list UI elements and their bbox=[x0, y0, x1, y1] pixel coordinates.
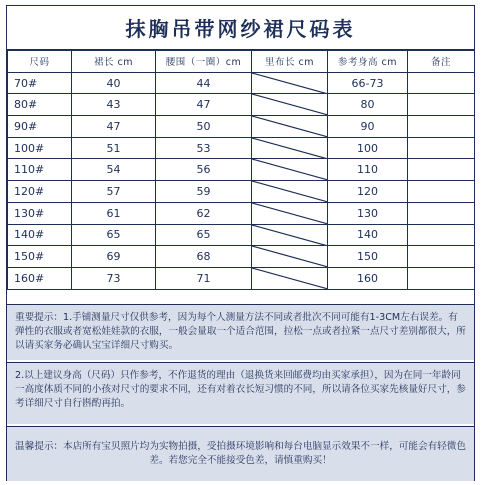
cell-waist: 59 bbox=[156, 181, 252, 203]
cell-waist: 62 bbox=[156, 202, 252, 224]
cell-waist: 56 bbox=[156, 159, 252, 181]
header-length: 裙长 cm bbox=[72, 51, 156, 73]
header-waist: 腰围（一圈）cm bbox=[156, 51, 252, 73]
cell-size: 120# bbox=[8, 181, 72, 203]
cell-remark bbox=[408, 267, 475, 289]
cell-remark bbox=[408, 116, 475, 138]
cell-height: 160 bbox=[328, 267, 408, 289]
cell-remark bbox=[408, 94, 475, 116]
table-row bbox=[8, 267, 475, 289]
cell-lining-empty bbox=[252, 202, 328, 224]
cell-size: 130# bbox=[8, 202, 72, 224]
cell-size: 110# bbox=[8, 159, 72, 181]
cell-remark bbox=[408, 224, 475, 246]
cell-height: 150 bbox=[328, 246, 408, 268]
cell-remark bbox=[408, 137, 475, 159]
table-row bbox=[8, 246, 475, 268]
cell-length: 47 bbox=[72, 116, 156, 138]
table-row bbox=[8, 202, 475, 224]
cell-lining-empty bbox=[252, 94, 328, 116]
cell-length: 40 bbox=[72, 72, 156, 94]
important-note bbox=[7, 304, 474, 360]
cell-length: 65 bbox=[72, 224, 156, 246]
cell-height: 120 bbox=[328, 181, 408, 203]
cell-waist: 44 bbox=[156, 72, 252, 94]
table-row bbox=[8, 137, 475, 159]
table-row bbox=[8, 116, 475, 138]
header-remark: 备注 bbox=[408, 51, 475, 73]
cell-lining-empty bbox=[252, 181, 328, 203]
cell-remark bbox=[408, 181, 475, 203]
cell-height: 100 bbox=[328, 137, 408, 159]
cell-waist: 47 bbox=[156, 94, 252, 116]
cell-size: 90# bbox=[8, 116, 72, 138]
cell-length: 73 bbox=[72, 267, 156, 289]
table-row bbox=[8, 224, 475, 246]
cell-size: 160# bbox=[8, 267, 72, 289]
header-height: 参考身高 cm bbox=[328, 51, 408, 73]
header-size: 尺码 bbox=[8, 51, 72, 73]
cell-height: 90 bbox=[328, 116, 408, 138]
size-chart bbox=[6, 5, 475, 481]
cell-height: 80 bbox=[328, 94, 408, 116]
cell-lining-empty bbox=[252, 267, 328, 289]
cell-waist: 65 bbox=[156, 224, 252, 246]
cell-length: 57 bbox=[72, 181, 156, 203]
table-row bbox=[8, 72, 475, 94]
color-notice-text: 温馨提示：本店所有宝贝照片均为实物拍摄，受拍摄环境影响和每台电脑显示效果不一样，可能会有轻微色差。若您完全不能接受色差，请慎重购买！ bbox=[15, 441, 466, 466]
cell-lining-empty bbox=[252, 159, 328, 181]
cell-length: 69 bbox=[72, 246, 156, 268]
important-note-text: 重要提示：1.手铺测量尺寸仅供参考，因为每个人测量方法不同或者批次不同可能有1-3CM左右误差。有弹性的衣服或者宽松娃娃款的衣服，一般会量取一个适合范围，拉松一点或者拉紧一点尺寸差别都很大，所以请买家务必确认宝宝详细尺寸购买。 bbox=[15, 312, 466, 351]
table-header-row bbox=[8, 51, 475, 73]
cell-height: 140 bbox=[328, 224, 408, 246]
cell-size: 70# bbox=[8, 72, 72, 94]
cell-lining-empty bbox=[252, 224, 328, 246]
size-advice-note bbox=[7, 362, 474, 424]
cell-length: 54 bbox=[72, 159, 156, 181]
cell-remark bbox=[408, 246, 475, 268]
cell-lining-empty bbox=[252, 246, 328, 268]
cell-height: 66-73 bbox=[328, 72, 408, 94]
size-table bbox=[7, 50, 475, 290]
cell-waist: 68 bbox=[156, 246, 252, 268]
table-row bbox=[8, 94, 475, 116]
cell-length: 61 bbox=[72, 202, 156, 224]
cell-lining-empty bbox=[252, 137, 328, 159]
cell-lining-empty bbox=[252, 72, 328, 94]
cell-waist: 50 bbox=[156, 116, 252, 138]
cell-remark bbox=[408, 72, 475, 94]
table-row bbox=[8, 181, 475, 203]
cell-size: 150# bbox=[8, 246, 72, 268]
cell-size: 140# bbox=[8, 224, 72, 246]
chart-title: 抹胸吊带网纱裙尺码表 bbox=[7, 6, 474, 50]
cell-height: 110 bbox=[328, 159, 408, 181]
cell-waist: 71 bbox=[156, 267, 252, 289]
cell-size: 80# bbox=[8, 94, 72, 116]
cell-waist: 53 bbox=[156, 137, 252, 159]
cell-size: 100# bbox=[8, 137, 72, 159]
cell-length: 43 bbox=[72, 94, 156, 116]
cell-length: 51 bbox=[72, 137, 156, 159]
header-lining: 里布长 cm bbox=[252, 51, 328, 73]
cell-remark bbox=[408, 202, 475, 224]
cell-remark bbox=[408, 159, 475, 181]
color-notice bbox=[7, 426, 474, 481]
cell-height: 130 bbox=[328, 202, 408, 224]
table-row bbox=[8, 159, 475, 181]
size-advice-note-text: 2.以上建议身高（尺码）只作参考，不作退货的理由（退换货来回邮费均由买家承担），因为在同一年龄同一高度体质不同的小孩对尺寸的要求不同，还有对着衣长短习惯的不同，所以请各位买家先核量好尺寸，参考详细尺寸自行斟酌再拍。 bbox=[15, 370, 466, 409]
cell-lining-empty bbox=[252, 116, 328, 138]
